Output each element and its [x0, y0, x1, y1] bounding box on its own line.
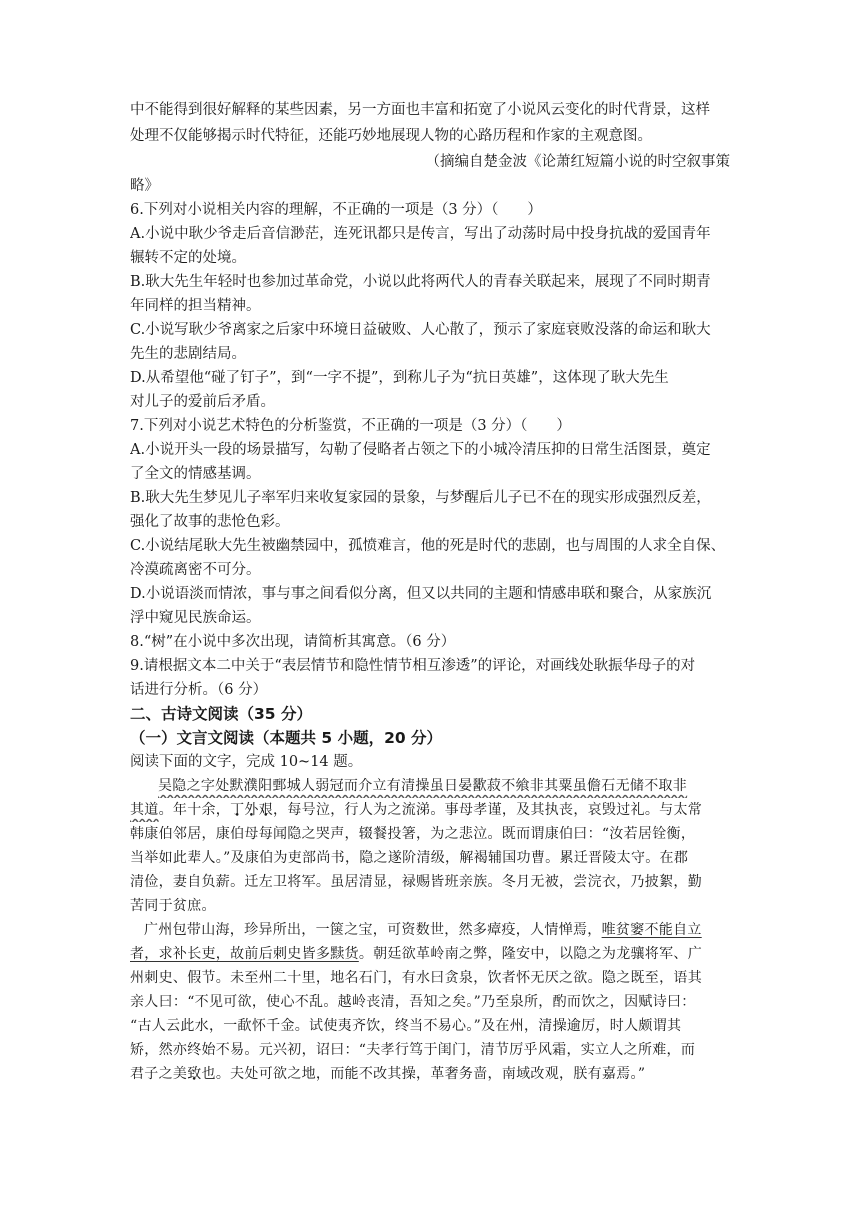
passage-line	[130, 798, 730, 822]
question-9-cont: 话进行分析。（6 分）	[130, 682, 268, 698]
option-a: A.小说开头一段的场景描写，勾勒了侵略者占领之下的小城冷清压抑的日常生活图景，奠定	[130, 442, 711, 458]
dotted-char: 外	[244, 802, 259, 818]
option-c: C.小说写耿少爷离家之后家中环境日益破败、人心散了，预示了家庭衰败没落的命运和耿大	[130, 322, 711, 338]
passage-line: 州刺史、假节。未至州二十里，地名石门，有水曰贪泉，饮者怀无厌之欲。隐之既至，语其	[130, 970, 702, 986]
dotted-char: 丁	[230, 802, 245, 818]
passage-text: 广州包带山海，珍异所出，一箧之宝，可资数世，然多瘴疫，人情惮焉，	[144, 922, 602, 938]
option-a-cont: 辗转不定的处境。	[130, 250, 246, 266]
passage-text: 也。夫处可欲之地，而能不改其操，革奢务啬，南域改观，朕有嘉焉。”	[201, 1066, 646, 1082]
option-d-cont: 浮中窥见民族命运。	[130, 610, 261, 626]
option-b-cont: 强化了故事的悲怆色彩。	[130, 514, 290, 530]
passage-line: 矫，然亦终始不易。元兴初，诏曰：“夫孝行笃于闺门，清节厉乎风霜，实立人之所难，而	[130, 1042, 696, 1058]
passage-line	[130, 942, 730, 966]
section-heading: 二、古诗文阅读（35 分）	[130, 705, 312, 723]
passage-line: 当举如此辈人。”及康伯为吏部尚书，隐之遂阶清级，解褐辅国功曹。累迁晋陵太守。在郡	[130, 850, 689, 866]
option-b: B.耿大先生梦见儿子率军归来收复家园的景象，与梦醒后儿子已不在的现实形成强烈反差，	[130, 490, 711, 506]
passage-line	[130, 774, 730, 798]
passage-line: 苦同于贫庶。	[130, 898, 216, 914]
passage-text: 君子之美	[130, 1066, 188, 1082]
passage-text: 。朝廷欲革岭南之弊，隆安中，以隐之为龙骧将军、广	[358, 946, 703, 962]
underlined-sentence: 者，求补长吏，故前后刺史皆多黩货	[130, 946, 359, 962]
option-d: D.小说语淡而情浓，事与事之间看似分离，但又以共同的主题和情感串联和聚合，从家族沉	[130, 586, 712, 602]
reading-instruction: 阅读下面的文字，完成 10~14 题。	[130, 754, 363, 770]
passage-line: 韩康伯邻居，康伯母每闻隐之哭声，辍餐投箸，为之悲泣。既而谓康伯曰：“汝若居铨衡，	[130, 826, 696, 842]
passage-line	[130, 918, 730, 942]
passage-text: ，每号泣，行人为之流涕。事母孝谨，及其执丧，哀毁过礼。与太常	[273, 802, 703, 818]
text-line: 处理不仅能够揭示时代特征，还能巧妙地展现人物的心路历程和作家的主观意图。	[130, 128, 652, 144]
passage-text: 。年十余，	[158, 802, 231, 818]
option-b: B.耿大先生年轻时也参加过革命党，小说以此将两代人的青春关联起来，展现了不同时期青	[130, 274, 711, 290]
option-c-cont: 冷漠疏离密不可分。	[130, 562, 261, 578]
citation-line: 略》	[130, 178, 159, 194]
citation-line: （摘编自楚金波《论萧红短篇小说的时空叙事策	[425, 154, 730, 170]
passage-line	[130, 1062, 730, 1086]
option-d-cont: 对儿子的爱前后矛盾。	[130, 394, 275, 410]
option-c-cont: 先生的悲剧结局。	[130, 346, 246, 362]
option-a: A.小说中耿少爷走后音信渺茫，连死讯都只是传言，写出了动荡时局中投身抗战的爱国青年	[130, 226, 711, 242]
dotted-char: 致	[187, 1066, 202, 1082]
question-8: 8.“树”在小说中多次出现，请简析其寓意。（6 分）	[130, 634, 456, 650]
question-7: 7.下列对小说艺术特色的分析鉴赏，不正确的一项是（3 分）（ ）	[130, 418, 571, 434]
passage-line: 亲人曰：“不见可欲，使心不乱。越岭丧清，吾知之矣。”乃至泉所，酌而饮之，因赋诗曰：	[130, 994, 696, 1010]
passage-line: 清俭，妻自负薪。迁左卫将军。虽居清显，禄赐皆班亲族。冬月无被，尝浣衣，乃披絮，勤	[130, 874, 702, 890]
option-c: C.小说结尾耿大先生被幽禁园中，孤愤难言，他的死是时代的悲剧，也与周围的人求全自保、	[130, 538, 726, 554]
underlined-sentence: 吴隐之字处默濮阳鄄城人弱冠而介立有清操虽日晏歠菽不飨非其粟虽儋石无储不取非	[158, 778, 688, 794]
underlined-sentence: 唯贫窭不能自立	[601, 922, 702, 938]
dotted-char: 艰	[258, 802, 274, 818]
option-b-cont: 年同样的担当精神。	[130, 298, 261, 314]
passage-line: “古人云此水，一歃怀千金。试使夷齐饮，终当不易心。”及在州，清操逾厉，时人颇谓其	[130, 1018, 682, 1034]
text-line: 中不能得到很好解释的某些因素，另一方面也丰富和拓宽了小说风云变化的时代背景，这样	[130, 102, 710, 118]
question-6: 6.下列对小说相关内容的理解，不正确的一项是（3 分）（ ）	[130, 202, 542, 218]
option-d: D.从希望他“碰了钉子”，到“一字不提”，到称儿子为“抗日英雄”，这体现了耿大先生	[130, 370, 669, 386]
underlined-sentence: 其道	[130, 802, 159, 818]
subsection-heading: （一）文言文阅读（本题共 5 小题，20 分）	[130, 729, 443, 747]
option-a-cont: 了全文的情感基调。	[130, 466, 261, 482]
question-9: 9.请根据文本二中关于“表层情节和隐性情节相互渗透”的评论，对画线处耿振华母子的对	[130, 658, 696, 674]
